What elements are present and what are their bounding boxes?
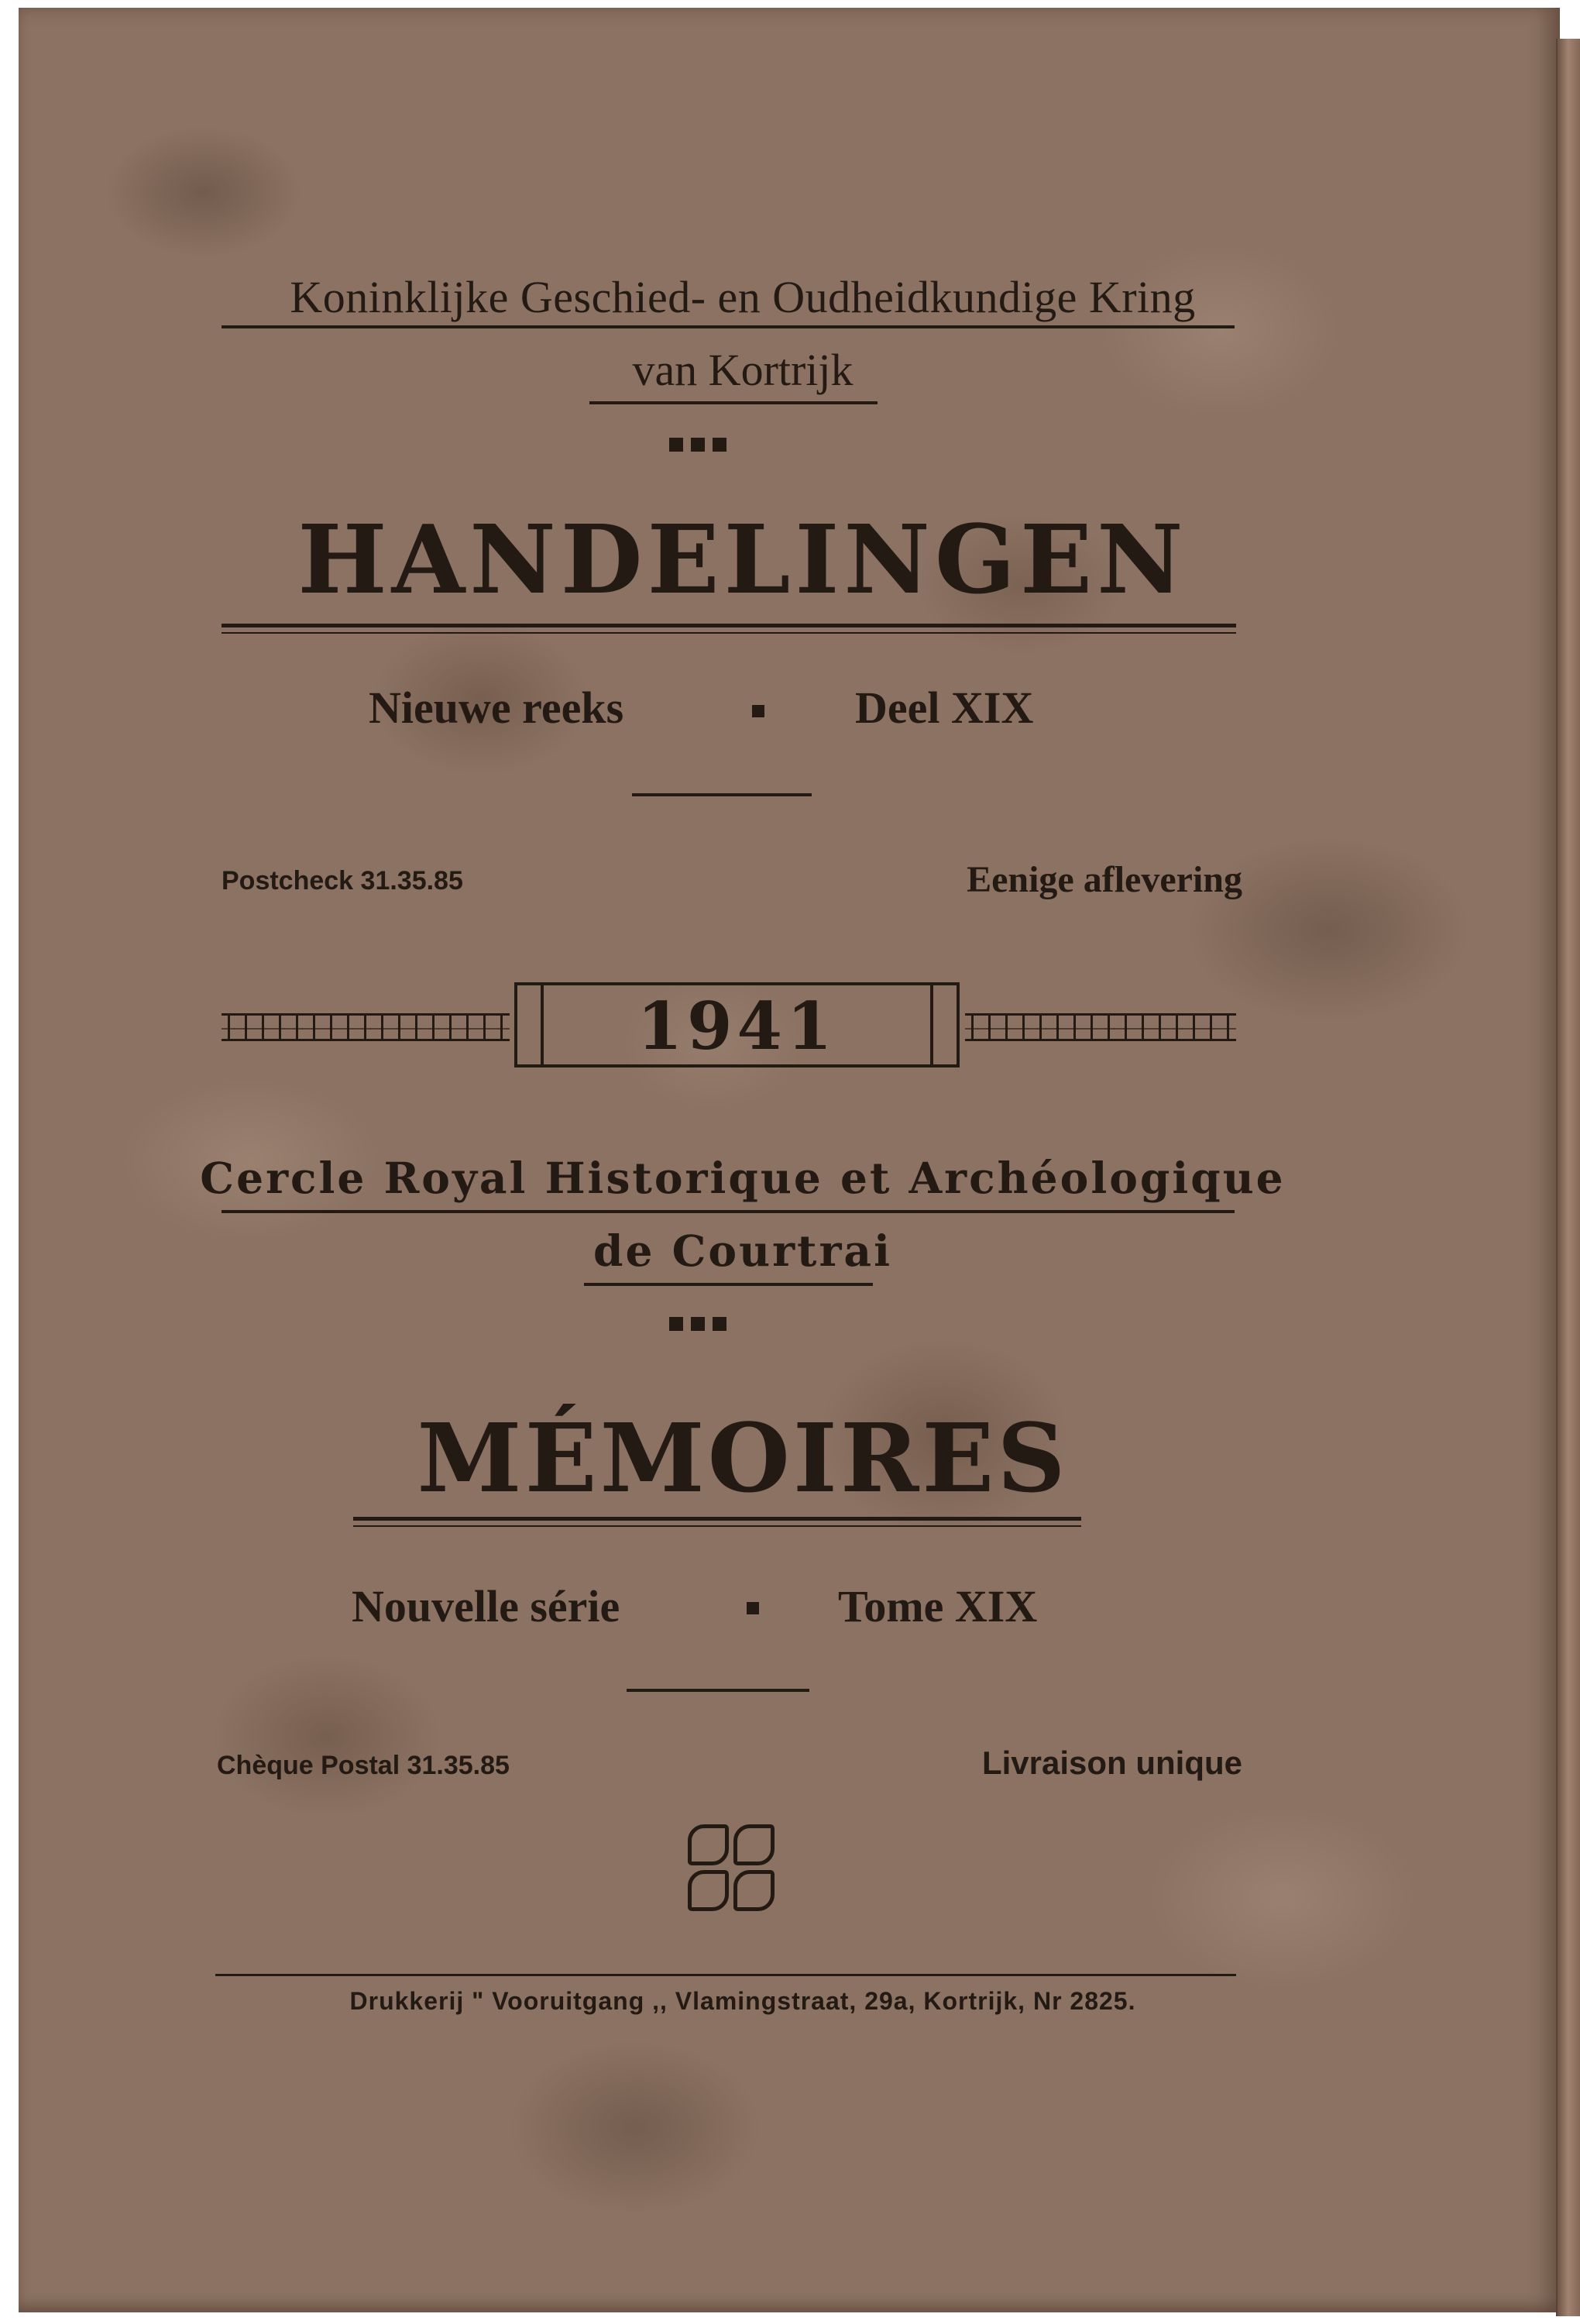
- bullet-icon: [747, 1602, 759, 1614]
- divider: [632, 793, 812, 796]
- floral-ornament-icon: [688, 1824, 775, 1911]
- series-dutch: Nieuwe reeks: [369, 682, 624, 733]
- title-rule: [222, 632, 1236, 634]
- year: 1941: [637, 988, 837, 1064]
- printer-imprint: Drukkerij " Vooruitgang ,, Vlamingstraat, 29a, Kortrijk, Nr 2825.: [349, 1987, 1136, 2015]
- bullet-icon: [752, 705, 764, 717]
- issue-dutch: Eenige aflevering: [967, 859, 1242, 900]
- book-cover: [19, 8, 1560, 2312]
- greek-key-border-right: [965, 1013, 1236, 1041]
- divider: [627, 1689, 809, 1692]
- issue-french: Livraison unique: [981, 1745, 1242, 1781]
- volume-french: Tome XIX: [838, 1581, 1038, 1631]
- underline: [222, 325, 1235, 328]
- title-handelingen: HANDELINGEN: [297, 504, 1188, 615]
- series-french: Nouvelle série: [352, 1581, 620, 1631]
- society-name-french: Cercle Royal Historique et Archéologique: [200, 1153, 1286, 1203]
- society-name-dutch: [19, 271, 1467, 323]
- title-rule: [353, 1525, 1081, 1527]
- title-rule: [222, 624, 1236, 627]
- title-memoires: MÉMOIRES: [417, 1402, 1069, 1514]
- underline: [222, 1210, 1235, 1213]
- volume-dutch: Deel XIX: [855, 682, 1034, 733]
- title-rule: [353, 1517, 1081, 1521]
- society-city-french: de Courtrai: [593, 1226, 892, 1276]
- greek-key-border-left: [222, 1013, 510, 1041]
- postcheck-french: Chèque Postal 31.35.85: [217, 1751, 510, 1780]
- society-city-dutch: van Kortrijk: [632, 345, 854, 395]
- society-name-dutch-line1: Koninklijke Geschied- en Oudheidkundige Kring: [290, 272, 1196, 322]
- page-edges: [1556, 39, 1580, 2316]
- postcheck-dutch: Postcheck 31.35.85: [222, 866, 463, 896]
- underline: [584, 1283, 873, 1286]
- footer-rule: [215, 1974, 1236, 1976]
- square-ornament: [669, 1317, 726, 1331]
- underline: [589, 401, 878, 404]
- square-ornament: [669, 438, 726, 452]
